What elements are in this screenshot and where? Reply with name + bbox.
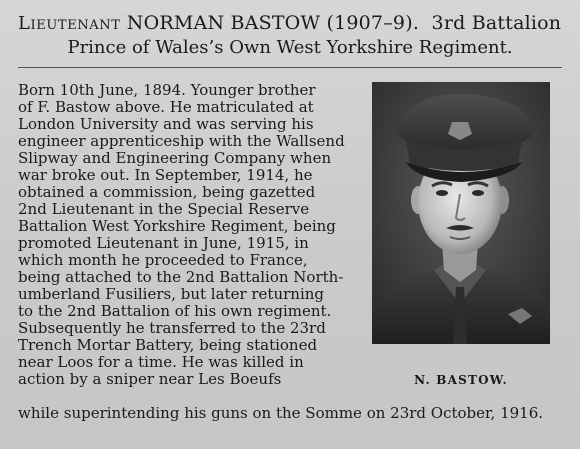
soldier-name: NORMAN BASTOW	[126, 12, 321, 34]
bio-line: near Loos for a time. He was killed in	[18, 353, 304, 371]
portrait-caption: N. BASTOW.	[414, 373, 508, 387]
bio-line: 2nd Lieutenant in the Special Reserve	[18, 200, 310, 218]
bio-last-line: while superintending his guns on the Somme on 23rd October, 1916.	[18, 404, 544, 422]
portrait-photo	[372, 82, 550, 344]
bio-line: engineer apprenticeship with the Wallsend	[18, 132, 345, 150]
service-years: (1907–9).	[326, 12, 420, 34]
entry-heading	[18, 12, 568, 35]
bio-line: action by a sniper near Les Boeufs	[18, 370, 282, 388]
regiment: Prince of Wales’s Own West Yorkshire Regiment.	[67, 37, 513, 58]
bio-line: Battalion West Yorkshire Regiment, being	[18, 217, 336, 235]
bio-line: to the 2nd Battalion of his own regiment.	[18, 302, 332, 320]
bio-line: obtained a commission, being gazetted	[18, 183, 316, 201]
battalion: 3rd Battalion	[431, 12, 562, 34]
bio-line: Subsequently he transferred to the 23rd	[18, 319, 326, 337]
bio-line: umberland Fusiliers, but later returning	[18, 285, 325, 303]
bio-line: Born 10th June, 1894. Younger brother	[18, 81, 316, 99]
bio-line: war broke out. In September, 1914, he	[18, 166, 313, 184]
bio-line: promoted Lieutenant in June, 1915, in	[18, 234, 309, 252]
divider	[18, 67, 562, 68]
rank: Lieutenant	[18, 13, 121, 34]
bio-line: being attached to the 2nd Battalion North-	[18, 268, 344, 286]
bio-line: which month he proceeded to France,	[18, 251, 308, 269]
bio-line: Slipway and Engineering Company when	[18, 149, 332, 167]
bio-line: Trench Mortar Battery, being stationed	[18, 336, 318, 354]
biography-text	[18, 82, 362, 388]
bio-line: London University and was serving his	[18, 115, 314, 133]
bio-line: of F. Bastow above. He matriculated at	[18, 98, 314, 116]
